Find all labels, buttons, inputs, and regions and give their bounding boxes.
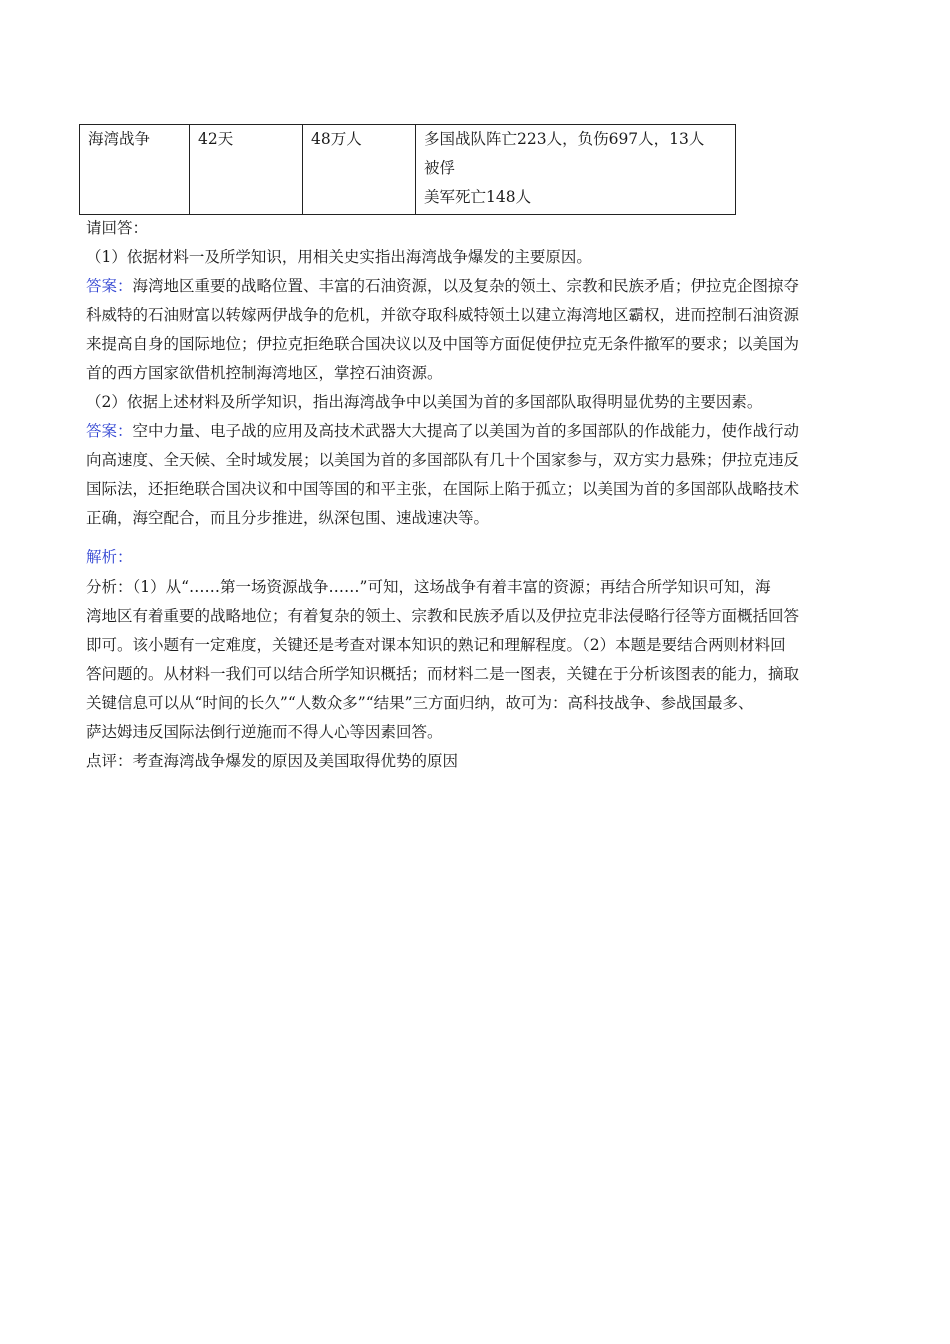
war-data-table [79, 124, 736, 215]
answer-1 [86, 272, 866, 388]
answer-label: 答案： [86, 277, 133, 295]
answer-line: 来提高自身的国际地位；伊拉克拒绝联合国决议以及中国等方面促使伊拉克无条件撤军的要求；以美国为 [86, 335, 800, 353]
question-2: （2）依据上述材料及所学知识，指出海湾战争中以美国为首的多国部队取得明显优势的主要因素。 [86, 393, 763, 411]
question-content [86, 214, 866, 776]
answer-line: 首的西方国家欲借机控制海湾地区，掌控石油资源。 [86, 364, 443, 382]
analysis-line: 分析：（1）从“……第一场资源战争……”可知，这场战争有着丰富的资源；再结合所学知识可知，海 [86, 578, 771, 596]
war-name-cell: 海湾战争 [80, 125, 190, 215]
spacer [86, 533, 866, 539]
table-row [80, 125, 736, 215]
answer-line: 海湾地区重要的战略位置、丰富的石油资源，以及复杂的领土、宗教和民族矛盾；伊拉克企图掠夺 [132, 277, 800, 295]
result-cell [416, 125, 736, 215]
comment-text: 点评：考查海湾战争爆发的原因及美国取得优势的原因 [86, 752, 459, 770]
analysis-line: 关键信息可以从“时间的长久”“人数众多”“结果”三方面归纳，故可为：高科技战争、参战国最多、 [86, 694, 754, 712]
answer-line: 国际法，还拒绝联合国决议和中国等国的和平主张，在国际上陷于孤立；以美国为首的多国部队战略技术 [86, 480, 800, 498]
troops-cell: 48万人 [303, 125, 416, 215]
answer-2 [86, 417, 866, 533]
analysis-line: 即可。该小题有一定难度，关键还是考查对课本知识的熟记和理解程度。（2）本题是要结合两则材料回 [86, 636, 786, 654]
answer-line: 正确，海空配合，而且分步推进，纵深包围、速战速决等。 [86, 509, 490, 527]
analysis-label: 解析： [86, 548, 133, 566]
duration-cell: 42天 [190, 125, 303, 215]
result-line: 美军死亡148人 [424, 188, 532, 206]
prompt-text: 请回答： [86, 219, 149, 237]
analysis-line: 答问题的。从材料一我们可以结合所学知识概括；而材料二是一图表，关键在于分析该图表的能力，摘取 [86, 665, 800, 683]
analysis-line: 湾地区有着重要的战略地位；有着复杂的领土、宗教和民族矛盾以及伊拉克非法侵略行径等方面概括回答 [86, 607, 800, 625]
analysis-body [86, 573, 866, 747]
result-line: 多国战队阵亡223人，负伤697人，13人 [424, 130, 705, 148]
question-1: （1）依据材料一及所学知识，用相关史实指出海湾战争爆发的主要原因。 [86, 248, 592, 266]
answer-line: 向高速度、全天候、全时域发展；以美国为首的多国部队有几十个国家参与，双方实力悬殊；伊拉克违反 [86, 451, 800, 469]
answer-line: 空中力量、电子战的应用及高技术武器大大提高了以美国为首的多国部队的作战能力，使作战行动 [132, 422, 800, 440]
answer-label: 答案： [86, 422, 133, 440]
result-line: 被俘 [424, 159, 456, 177]
analysis-line: 萨达姆违反国际法倒行逆施而不得人心等因素回答。 [86, 723, 443, 741]
answer-line: 科威特的石油财富以转嫁两伊战争的危机，并欲夺取科威特领土以建立海湾地区霸权，进而控制石油资源 [86, 306, 800, 324]
